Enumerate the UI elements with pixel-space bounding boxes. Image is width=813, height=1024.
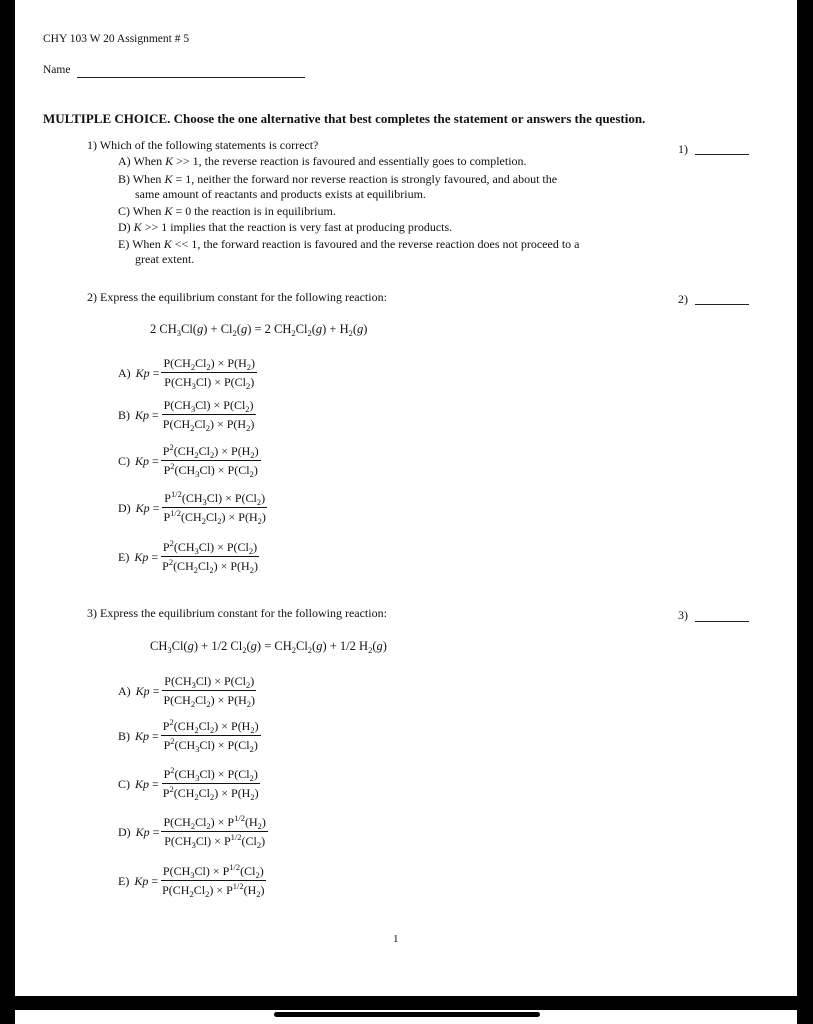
question-3-equation: $CH_3Cl(g) + 1/2$ $Cl_2(g) = CH_2Cl_2(g) + 1/2$ $H_2(g)$ — [150, 639, 387, 655]
option-letter: B) — [118, 407, 130, 422]
question-2-option-e — [118, 540, 260, 574]
fraction-numerator: $P(CH_2Cl_2) \times P^{1/2}(H_2)$ — [163, 813, 266, 831]
option-letter: A) — [118, 683, 131, 698]
fraction-denominator: $P^{1/2}(CH_2Cl_2) \times P(H_2)$ — [163, 508, 266, 526]
kp-label: Kp = — [135, 500, 160, 515]
option-letter: D) — [118, 824, 131, 839]
kp-fraction — [161, 491, 267, 525]
fraction-numerator: $P(CH_2Cl_2) \times P(H_2)$ — [163, 356, 256, 372]
option-letter: C) — [118, 776, 130, 791]
document-page — [15, 0, 797, 996]
question-2-answer-label: 2) — [678, 292, 688, 306]
question-2-equation: 2 $CH_3Cl(g) + Cl_2(g) = 2$ $CH_2Cl_2(g) + H_2(g)$ — [150, 322, 368, 338]
kp-fraction — [161, 719, 261, 753]
question-1-option-b: B) When K = 1, neither the forward nor reverse reaction is strongly favoured, and about the — [118, 172, 558, 186]
fraction-denominator: $P^2(CH_3Cl) \times P(Cl_2)$ — [163, 461, 258, 479]
question-1-option-e: E) When K << 1, the forward reaction is favoured and the reverse reaction does not proceed to a — [118, 237, 580, 251]
fraction-denominator: $P^2(CH_3Cl) \times P(Cl_2)$ — [163, 736, 258, 754]
question-1-option-e-continued: great extent. — [135, 252, 195, 266]
kp-label: Kp = — [135, 824, 160, 839]
fraction-numerator: $P^2(CH_3Cl) \times P(Cl_2)$ — [163, 765, 258, 783]
kp-label: Kp = — [134, 873, 159, 888]
question-3-option-b — [118, 719, 261, 753]
option-letter: B) — [118, 728, 130, 743]
question-3-option-c — [118, 767, 261, 801]
question-3-option-a — [118, 674, 257, 708]
question-1-answer-blank — [695, 154, 749, 155]
fraction-denominator: $P^2(CH_2Cl_2) \times P(H_2)$ — [162, 557, 258, 575]
option-letter: D) — [118, 500, 131, 515]
question-3-stem: 3) Express the equilibrium constant for the following reaction: — [87, 606, 387, 620]
question-1-option-c: C) When K = 0 the reaction is in equilibrium. — [118, 204, 336, 218]
question-1-option-d: D) K >> 1 implies that the reaction is very fast at producing products. — [118, 220, 453, 234]
option-letter: C) — [118, 453, 130, 468]
name-label: Name — [43, 64, 71, 76]
fraction-denominator: $P(CH_3Cl) \times P(Cl_2)$ — [164, 375, 255, 391]
fraction-numerator: $P^2(CH_3Cl) \times P(Cl_2)$ — [162, 538, 258, 556]
question-2-stem: 2) Express the equilibrium constant for the following reaction: — [87, 290, 387, 304]
fraction-numerator: $P(CH_3Cl) \times P(Cl_2)$ — [163, 398, 254, 414]
name-blank-line — [77, 77, 305, 78]
kp-fraction — [161, 398, 257, 432]
question-1-option-a: A) When K >> 1, the reverse reaction is favoured and essentially goes to completion. — [118, 154, 527, 168]
question-2-option-c — [118, 444, 261, 478]
kp-label: Kp = — [135, 728, 159, 743]
option-letter: A) — [118, 365, 131, 380]
option-letter: E) — [118, 549, 130, 564]
question-3-answer-blank — [695, 621, 749, 622]
fraction-numerator: $P^{1/2}(CH_3Cl) \times P(Cl_2)$ — [164, 489, 266, 507]
fraction-denominator: $P(CH_2Cl_2) \times P(H_2)$ — [163, 693, 256, 709]
fraction-numerator: $P(CH_3Cl) \times P^{1/2}(Cl_2)$ — [162, 862, 264, 880]
kp-fraction — [161, 674, 257, 708]
fraction-numerator: $P^2(CH_2Cl_2) \times P(H_2)$ — [162, 717, 259, 735]
kp-label: Kp = — [135, 365, 160, 380]
kp-fraction — [161, 767, 261, 801]
question-1-stem: 1) Which of the following statements is correct? — [87, 138, 319, 152]
section-heading: MULTIPLE CHOICE. Choose the one alternative that best completes the statement or answers the question. — [43, 111, 646, 126]
fraction-denominator: $P(CH_2Cl_2) \times P^{1/2}(H_2)$ — [162, 881, 265, 899]
kp-label: Kp = — [135, 453, 159, 468]
option-letter: E) — [118, 873, 130, 888]
fraction-denominator: $P(CH_2Cl_2) \times P(H_2)$ — [162, 417, 255, 433]
question-2-option-b — [118, 398, 256, 432]
question-1-option-b-continued: same amount of reactants and products exists at equilibrium. — [135, 187, 426, 201]
kp-fraction — [160, 864, 266, 898]
question-2-option-a — [118, 356, 257, 390]
question-3-option-e — [118, 864, 267, 898]
page-number: 1 — [393, 933, 399, 945]
fraction-denominator: $P(CH_3Cl) \times P^{1/2}(Cl_2)$ — [164, 832, 266, 850]
question-2-option-d — [118, 491, 268, 525]
fraction-numerator: $P(CH_3Cl) \times P(Cl_2)$ — [164, 674, 255, 690]
kp-label: Kp = — [135, 683, 160, 698]
home-indicator[interactable] — [274, 1012, 540, 1017]
kp-label: Kp = — [135, 776, 159, 791]
fraction-denominator: $P^2(CH_2Cl_2) \times P(H_2)$ — [162, 784, 259, 802]
question-3-answer-label: 3) — [678, 608, 688, 622]
kp-fraction — [161, 444, 261, 478]
question-3-option-d — [118, 815, 268, 849]
kp-fraction — [161, 815, 267, 849]
kp-label: Kp = — [135, 407, 159, 422]
question-2-answer-blank — [695, 304, 749, 305]
course-title: CHY 103 W 20 Assignment # 5 — [43, 33, 190, 45]
kp-fraction — [161, 356, 257, 390]
kp-label: Kp = — [134, 549, 159, 564]
question-1-answer-label: 1) — [678, 142, 688, 156]
fraction-numerator: $P^2(CH_2Cl_2) \times P(H_2)$ — [162, 442, 259, 460]
kp-fraction — [160, 540, 260, 574]
